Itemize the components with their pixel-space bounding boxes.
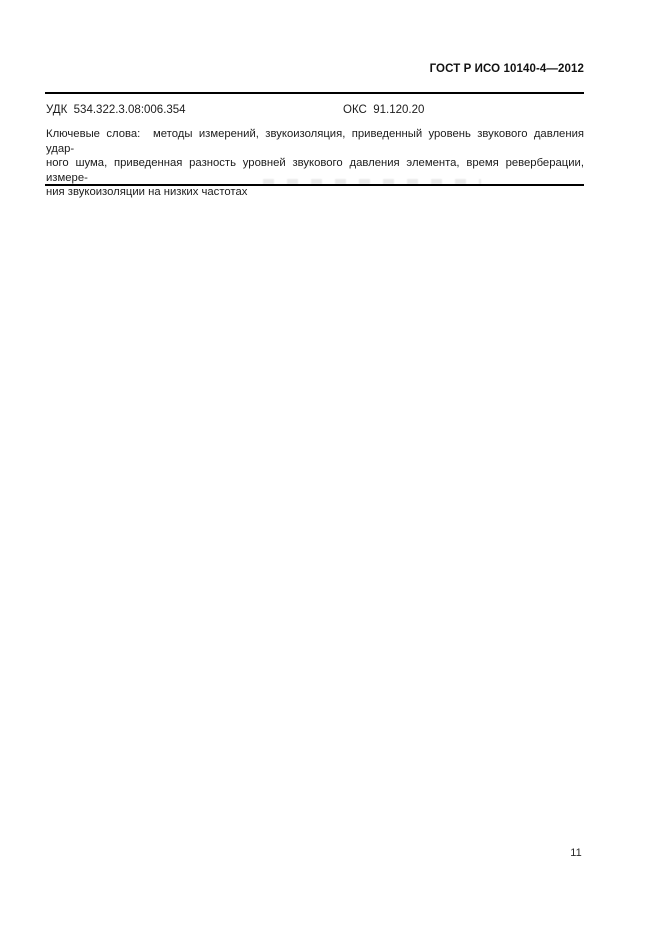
keywords-line-2: ного шума, приведенная разность уровней звукового давления элемента, время реверберации, измере- xyxy=(46,157,588,184)
bottom-horizontal-rule xyxy=(45,184,584,186)
keywords-line-1: Ключевые слова: методы измерений, звукоизоляция, приведенный уровень звукового давления удар- xyxy=(46,128,588,155)
top-horizontal-rule xyxy=(45,92,584,94)
keywords-paragraph xyxy=(46,127,588,200)
oks-code: ОКС 91.120.20 xyxy=(343,104,425,116)
keywords-line-3: ния звукоизоляции на низких частотах xyxy=(46,186,248,199)
document-header-title: ГОСТ Р ИСО 10140-4—2012 xyxy=(429,63,584,75)
page-number: 11 xyxy=(570,847,582,859)
udk-code: УДК 534.322.3.08:006.354 xyxy=(46,104,186,116)
